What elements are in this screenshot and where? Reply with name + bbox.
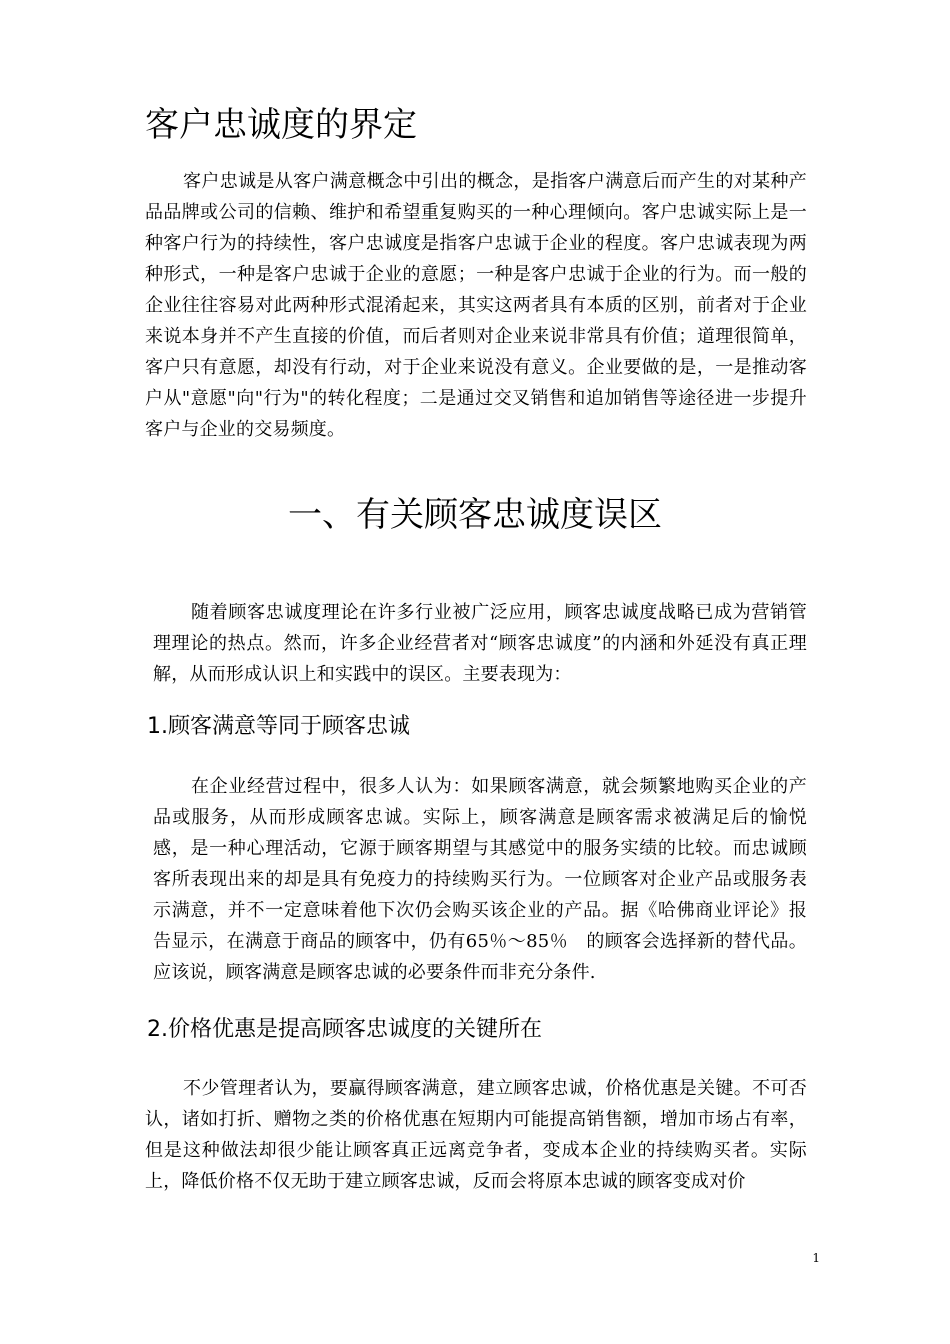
section-title-main: 客户忠诚度的界定 [145, 105, 417, 145]
body-paragraph-intro: 随着顾客忠诚度理论在许多行业被广泛应用，顾客忠诚度战略已成为营销管理理论的热点。然而，许多企业经营者对“顾客忠诚度”的内涵和外延没有真正理解，从而形成认识上和实践中的误区。主要表现为： [153, 602, 807, 685]
subsection-heading-1: 1.顾客满意等同于顾客忠诚 [147, 714, 410, 739]
section-title-misconceptions: 一、有关顾客忠诚度误区 [288, 495, 662, 535]
body-paragraph-subsection-1: 在企业经营过程中，很多人认为：如果顾客满意，就会频繁地购买企业的产品或服务，从而形成顾客忠诚。实际上，顾客满意是顾客需求被满足后的愉悦感，是一种心理活动，它源于顾客期望与其感觉中的服务实绩的比较。而忠诚顾客所表现出来的却是具有免疫力的持续购买行为。一位顾客对企业产品或服务表示满意，并不一定意味着他下次仍会购买该企业的产品。据《哈佛商业评论》报告显示，在满意于商品的顾客中，仍有65％～85％ 的顾客会选择新的替代品。应该说，顾客满意是顾客忠诚的必要条件而非充分条件. [153, 776, 807, 983]
body-paragraph-definition: 客户忠诚是从客户满意概念中引出的概念，是指客户满意后而产生的对某种产品品牌或公司的信赖、维护和希望重复购买的一种心理倾向。客户忠诚实际上是一种客户行为的持续性，客户忠诚度是指客户忠诚于企业的程度。客户忠诚表现为两种形式，一种是客户忠诚于企业的意愿；一种是客户忠诚于企业的行为。而一般的企业往往容易对此两种形式混淆起来，其实这两者具有本质的区别，前者对于企业来说本身并不产生直接的价值，而后者则对企业来说非常具有价值；道理很简单，客户只有意愿，却没有行动，对于企业来说没有意义。企业要做的是，一是推动客户从"意愿"向"行为"的转化程度；二是通过交叉销售和追加销售等途径进一步提升客户与企业的交易频度。 [145, 171, 807, 440]
page-number: 1 [812, 1251, 820, 1265]
subsection-heading-2: 2.价格优惠是提高顾客忠诚度的关键所在 [147, 1017, 542, 1042]
body-paragraph-subsection-2: 不少管理者认为，要赢得顾客满意，建立顾客忠诚，价格优惠是关键。不可否认，诸如打折、赠物之类的价格优惠在短期内可能提高销售额，增加市场占有率，但是这种做法却很少能让顾客真正远离竞争者，变成本企业的持续购买者。实际上，降低价格不仅无助于建立顾客忠诚，反而会将原本忠诚的顾客变成对价 [145, 1078, 807, 1192]
